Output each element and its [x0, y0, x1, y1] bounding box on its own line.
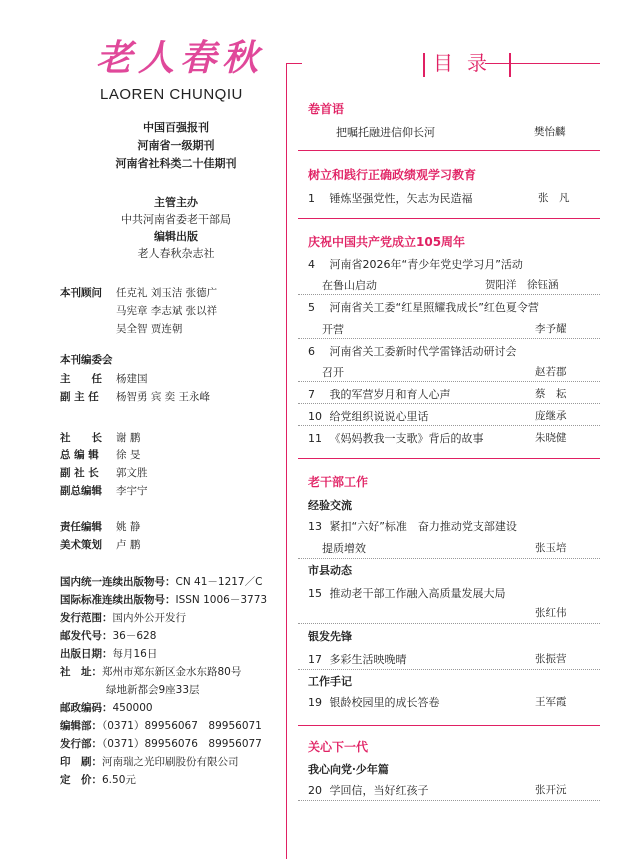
section-divider: [298, 458, 600, 459]
staff-name: 郭文胜: [116, 467, 148, 479]
item-divider: [298, 403, 600, 404]
staff-name: 李宇宁: [116, 485, 148, 497]
toc-item-title-cont: 召开: [322, 366, 344, 379]
item-divider: [298, 623, 600, 624]
toc-item-title[interactable]: 19 银龄校园里的成长答卷: [308, 696, 440, 709]
header-rule-left: [286, 63, 302, 64]
item-divider: [298, 294, 600, 295]
item-divider: [298, 669, 600, 670]
pubinfo-row: 出版日期：每月16日: [60, 648, 158, 660]
toc-item-title-cont: 提质增效: [322, 542, 366, 555]
staff-role: 总 编 辑: [60, 449, 99, 461]
section-divider: [298, 725, 600, 726]
toc-subsection-title: 我心向党·少年篇: [308, 763, 389, 776]
staff-role: 副 社 长: [60, 467, 99, 479]
toc-item-author: 张 凡: [538, 192, 570, 204]
toc-subsection-title: 银发先锋: [308, 630, 352, 643]
editor-name: 姚 静: [116, 521, 141, 533]
magazine-logo: 老人春秋: [96, 37, 265, 79]
advisors-names-2: 马宪章 李志斌 张以祥: [116, 305, 218, 317]
toc-section-title: 庆祝中国共产党成立105周年: [308, 235, 466, 249]
toc-section-title: 关心下一代: [308, 740, 369, 754]
honor-3: 河南省社科类二十佳期刊: [115, 157, 237, 170]
toc-item-author: 蔡 耘: [535, 388, 567, 400]
toc-subsection-title: 工作手记: [308, 675, 352, 688]
section-divider: [298, 150, 600, 151]
toc-item-author: 庞继承: [535, 410, 567, 422]
toc-item-title[interactable]: 10 给党组织说说心里话: [308, 410, 429, 423]
item-divider: [298, 425, 600, 426]
toc-item-title[interactable]: 13 紧扣“六好”标准 奋力推动党支部建设: [308, 520, 517, 533]
toc-item-title-cont: 开营: [322, 323, 344, 336]
toc-subsection-title: 市县动态: [308, 564, 352, 577]
toc-title: 目录: [415, 47, 519, 77]
toc-item-title[interactable]: 7 我的军营岁月和育人心声: [308, 388, 451, 401]
committee-role: 副 主 任: [60, 391, 99, 403]
staff-role: 副总编辑: [60, 485, 102, 497]
advisors-names-3: 吴全智 贾连朝: [116, 323, 183, 335]
honor-1: 中国百强报刊: [143, 121, 209, 134]
committee-title: 本刊编委会: [60, 354, 113, 366]
toc-item-author: 张红伟: [535, 607, 567, 619]
toc-item-author: 王军霞: [535, 696, 567, 708]
item-divider: [298, 558, 600, 559]
pubinfo-row: 发行范围：国内外公开发行: [60, 612, 186, 624]
advisors-names-1: 任克礼 刘玉洁 张德广: [116, 287, 218, 299]
toc-item-title[interactable]: 把嘱托融进信仰长河: [336, 126, 435, 139]
toc-section-title: 树立和践行正确政绩观学习教育: [308, 168, 477, 182]
staff-name: 谢 鹏: [116, 432, 141, 444]
sponsor-label: 主管主办: [154, 196, 198, 209]
pubinfo-row: 国际标准连续出版物号：ISSN 1006－3773: [60, 594, 268, 606]
pubinfo-row: 发行部：（0371）89956076 89956077: [60, 738, 262, 750]
pubinfo-row: 邮发代号：36－628: [60, 630, 157, 642]
pubinfo-row: 邮政编码：450000: [60, 702, 153, 714]
pubinfo-row: 编辑部：（0371）89956067 89956071: [60, 720, 262, 732]
item-divider: [298, 800, 600, 801]
editor-role: 责任编辑: [60, 521, 102, 533]
toc-item-author: 李予耀: [535, 323, 567, 335]
toc-item-author: 朱晓健: [535, 432, 567, 444]
editor-name: 卢 鹏: [116, 539, 141, 551]
toc-item-title[interactable]: 1 锤炼坚强党性，矢志为民造福: [308, 192, 473, 205]
toc-item-title-cont: 在鲁山启动: [322, 279, 377, 292]
committee-name: 杨建国: [116, 373, 148, 385]
toc-section-title: 老干部工作: [308, 475, 369, 489]
toc-item-title[interactable]: 20 学回信，当好红孩子: [308, 784, 429, 797]
toc-item-title[interactable]: 11 《妈妈教我一支歌》背后的故事: [308, 432, 484, 445]
section-divider: [298, 218, 600, 219]
publisher-label: 编辑出版: [154, 230, 198, 243]
committee-role: 主 任: [60, 373, 102, 385]
toc-item-author: 张振营: [535, 653, 567, 665]
toc-item-title[interactable]: 5 河南省关工委“红星照耀我成长”红色夏令营: [308, 301, 539, 314]
column-divider: [286, 63, 287, 859]
toc-item-author: 张玉培: [535, 542, 567, 554]
toc-item-title[interactable]: 4 河南省2026年“青少年党史学习月”活动: [308, 258, 523, 271]
toc-subsection-title: 经验交流: [308, 499, 352, 512]
pubinfo-row: 绿地新都会9座33层: [106, 684, 200, 696]
toc-item-author: 张开沅: [535, 784, 567, 796]
sponsor-value: 中共河南省委老干部局: [121, 213, 231, 226]
item-divider: [298, 381, 600, 382]
toc-item-author: 赵若郡: [535, 366, 567, 378]
pubinfo-row: 社 址：郑州市郑东新区金水东路80号: [60, 666, 242, 678]
advisors-label: 本刊顾问: [60, 287, 102, 299]
pubinfo-row: 定 价：6.50元: [60, 774, 136, 786]
publisher-value: 老人春秋杂志社: [137, 247, 215, 260]
magazine-logo-subtitle: LAOREN CHUNQIU: [100, 86, 243, 103]
committee-name: 杨智勇 宾 奕 王永峰: [116, 391, 211, 403]
pubinfo-row: 印 刷：河南瑞之光印刷股份有限公司: [60, 756, 239, 768]
toc-item-author: 樊怡麟: [534, 126, 566, 138]
item-divider: [298, 338, 600, 339]
staff-role: 社 长: [60, 432, 102, 444]
toc-item-title[interactable]: 15 推动老干部工作融入高质量发展大局: [308, 587, 506, 600]
toc-item-title[interactable]: 17 多彩生活映晚晴: [308, 653, 407, 666]
editor-role: 美术策划: [60, 539, 102, 551]
toc-item-title[interactable]: 6 河南省关工委新时代学雷锋活动研讨会: [308, 345, 517, 358]
honor-2: 河南省一级期刊: [137, 139, 215, 152]
toc-section-title: 卷首语: [308, 102, 345, 116]
pubinfo-row: 国内统一连续出版物号：CN 41－1217／C: [60, 576, 263, 588]
staff-name: 徐 旻: [116, 449, 141, 461]
toc-item-author: 贺阳洋 徐钰涵: [485, 279, 559, 291]
